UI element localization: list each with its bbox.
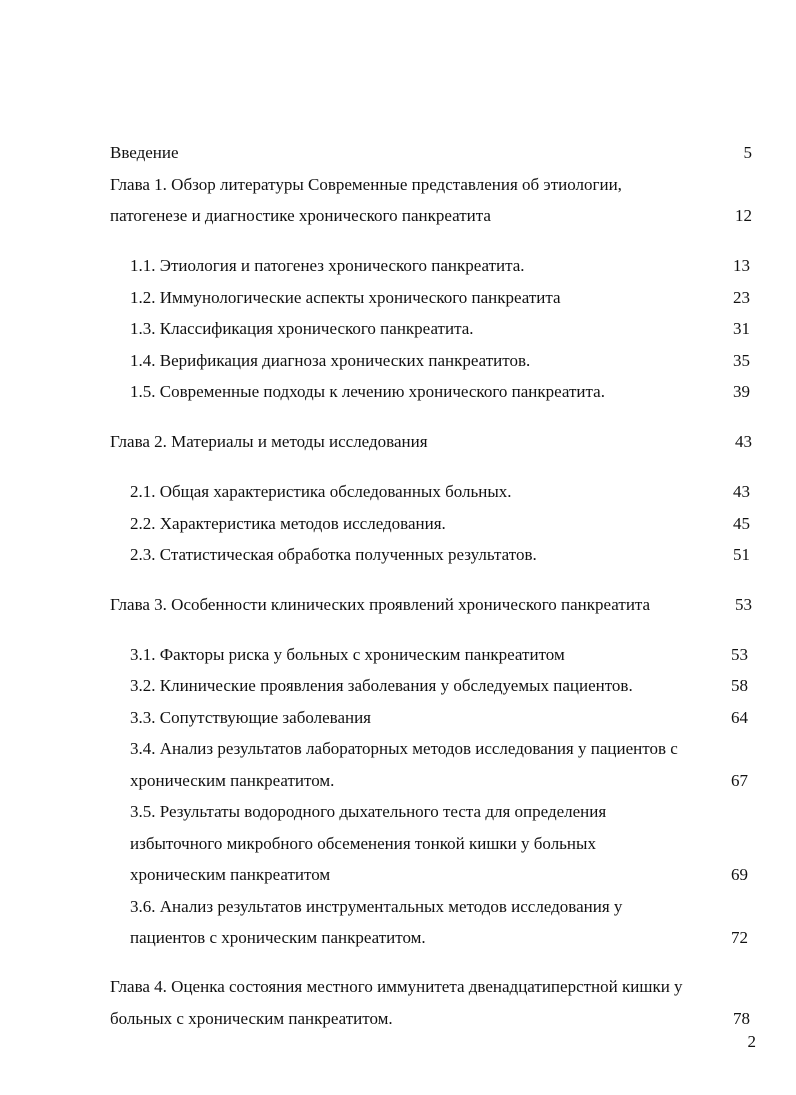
toc-ch1-title-line1: Глава 1. Обзор литературы Современные представления об этиологии, [110, 175, 622, 194]
toc-section-3-4-line2: хроническим панкреатитом. [130, 771, 335, 790]
toc-ch1-page: 12 [735, 206, 752, 225]
toc-section-1-4: 1.4. Верификация диагноза хронических панкреатитов. [130, 351, 531, 370]
toc-section-3-1-page: 53 [731, 645, 748, 664]
toc-section-1-3: 1.3. Классификация хронического панкреатита. [130, 319, 474, 338]
toc-section-3-3: 3.3. Сопутствующие заболевания [130, 708, 372, 727]
toc-ch4-title-line1: Глава 4. Оценка состояния местного иммунитета двенадцатиперстной кишки у [110, 977, 683, 996]
toc-section-1-2: 1.2. Иммунологические аспекты хронического панкреатита [130, 288, 561, 307]
toc-section-2-2: 2.2. Характеристика методов исследования. [130, 514, 446, 533]
toc-ch1-title-line2: патогенезе и диагностике хронического панкреатита [110, 206, 491, 225]
toc-section-3-2-page: 58 [731, 676, 748, 695]
toc-section-1-5: 1.5. Современные подходы к лечению хронического панкреатита. [130, 382, 605, 401]
toc-section-3-4-page: 67 [731, 771, 748, 790]
toc-section-2-1: 2.1. Общая характеристика обследованных больных. [130, 482, 512, 501]
toc-section-1-3-page: 31 [733, 319, 750, 338]
toc-section-3-6-line2: пациентов с хроническим панкреатитом. [130, 928, 426, 947]
toc-section-3-5-line1: 3.5. Результаты водородного дыхательного теста для определения [130, 802, 607, 821]
toc-section-1-1-page: 13 [733, 256, 750, 275]
toc-ch2-title: Глава 2. Материалы и методы исследования [110, 432, 428, 451]
toc-section-3-6-page: 72 [731, 928, 748, 947]
toc-section-3-5-page: 69 [731, 865, 748, 884]
toc-ch3-title: Глава 3. Особенности клинических проявлений хронического панкреатита [110, 595, 651, 614]
toc-section-3-1: 3.1. Факторы риска у больных с хроническим панкреатитом [130, 645, 565, 664]
toc-ch4-page: 78 [733, 1009, 750, 1028]
toc-section-2-3: 2.3. Статистическая обработка полученных результатов. [130, 545, 537, 564]
page-number: 2 [747, 1032, 756, 1051]
toc-section-2-1-page: 43 [733, 482, 750, 501]
toc-ch2-page: 43 [735, 432, 752, 451]
toc-section-3-5-line3: хроническим панкреатитом [130, 865, 331, 884]
toc-section-2-3-page: 51 [733, 545, 750, 564]
toc-section-2-2-page: 45 [733, 514, 750, 533]
toc-section-3-4-line1: 3.4. Анализ результатов лабораторных методов исследования у пациентов с [130, 739, 678, 758]
toc-intro-title: Введение [110, 143, 179, 162]
toc-section-1-1: 1.1. Этиология и патогенез хронического панкреатита. [130, 256, 525, 275]
toc-section-3-3-page: 64 [731, 708, 748, 727]
toc-section-3-2: 3.2. Клинические проявления заболевания у обследуемых пациентов. [130, 676, 633, 695]
toc-section-3-5-line2: избыточного микробного обсеменения тонкой кишки у больных [130, 834, 596, 853]
toc-section-1-5-page: 39 [733, 382, 750, 401]
toc-section-1-4-page: 35 [733, 351, 750, 370]
toc-ch3-page: 53 [735, 595, 752, 614]
toc-section-3-6-line1: 3.6. Анализ результатов инструментальных методов исследования у [130, 897, 623, 916]
toc-section-1-2-page: 23 [733, 288, 750, 307]
toc-ch4-title-line2: больных с хроническим панкреатитом. [110, 1009, 393, 1028]
toc-intro-page: 5 [743, 143, 752, 162]
